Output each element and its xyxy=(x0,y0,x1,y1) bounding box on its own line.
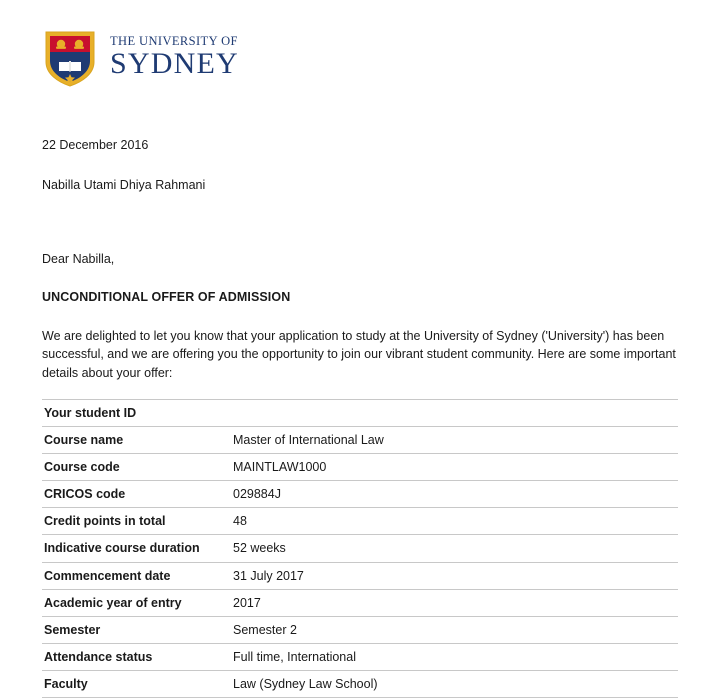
university-wordmark xyxy=(110,35,239,80)
detail-value: Law (Sydney Law School) xyxy=(233,677,378,691)
intro-paragraph: We are delighted to let you know that your application to study at the University of Sydney ('University') has been successful, and we are offering you the opportunity to join our vibrant student community. Here are some important details about your offer: xyxy=(42,328,676,380)
detail-label: Credit points in total xyxy=(44,514,166,529)
letter-body xyxy=(42,136,678,698)
table-row xyxy=(42,643,678,670)
detail-value: Full time, International xyxy=(233,649,356,664)
detail-label: Course name xyxy=(44,432,124,447)
detail-label: Attendance status xyxy=(44,649,153,664)
offer-heading: UNCONDITIONAL OFFER OF ADMISSION xyxy=(42,290,291,305)
wordmark-university-line: THE UNIVERSITY OF xyxy=(110,33,238,48)
table-row xyxy=(42,535,678,562)
detail-value: MAINTLAW1000 xyxy=(233,460,327,474)
table-row xyxy=(42,426,678,453)
letterhead xyxy=(42,0,678,88)
university-crest-icon xyxy=(42,26,98,88)
detail-label: Academic year of entry xyxy=(44,595,182,610)
table-row xyxy=(42,616,678,643)
recipient-name: Nabilla Utami Dhiya Rahmani xyxy=(42,178,206,193)
detail-label: Semester xyxy=(44,622,101,637)
detail-label: Course code xyxy=(44,460,120,474)
detail-label: Commencement date xyxy=(44,568,171,583)
salutation: Dear Nabilla, xyxy=(42,252,115,267)
detail-label: CRICOS code xyxy=(44,487,126,502)
detail-value: Semester 2 xyxy=(233,622,297,637)
detail-value: 2017 xyxy=(233,595,261,610)
letter-date: 22 December 2016 xyxy=(42,138,149,152)
detail-value: 31 July 2017 xyxy=(233,568,304,583)
detail-value: 48 xyxy=(233,514,247,529)
wordmark-sydney: SYDNEY xyxy=(110,47,239,81)
detail-label: Indicative course duration xyxy=(44,541,200,556)
table-row xyxy=(42,562,678,589)
detail-label: Your student ID xyxy=(44,405,137,420)
table-row xyxy=(42,454,678,481)
table-row xyxy=(42,671,678,698)
detail-value: 029884J xyxy=(233,487,281,502)
detail-value: 52 weeks xyxy=(233,541,286,556)
detail-value: Master of International Law xyxy=(233,432,384,447)
offer-details-table xyxy=(42,399,678,698)
table-row xyxy=(42,508,678,535)
table-row xyxy=(42,481,678,508)
detail-label: Faculty xyxy=(44,677,88,691)
detail-value xyxy=(231,399,678,426)
table-row xyxy=(42,399,678,426)
table-row xyxy=(42,589,678,616)
offer-details-body xyxy=(42,399,678,697)
